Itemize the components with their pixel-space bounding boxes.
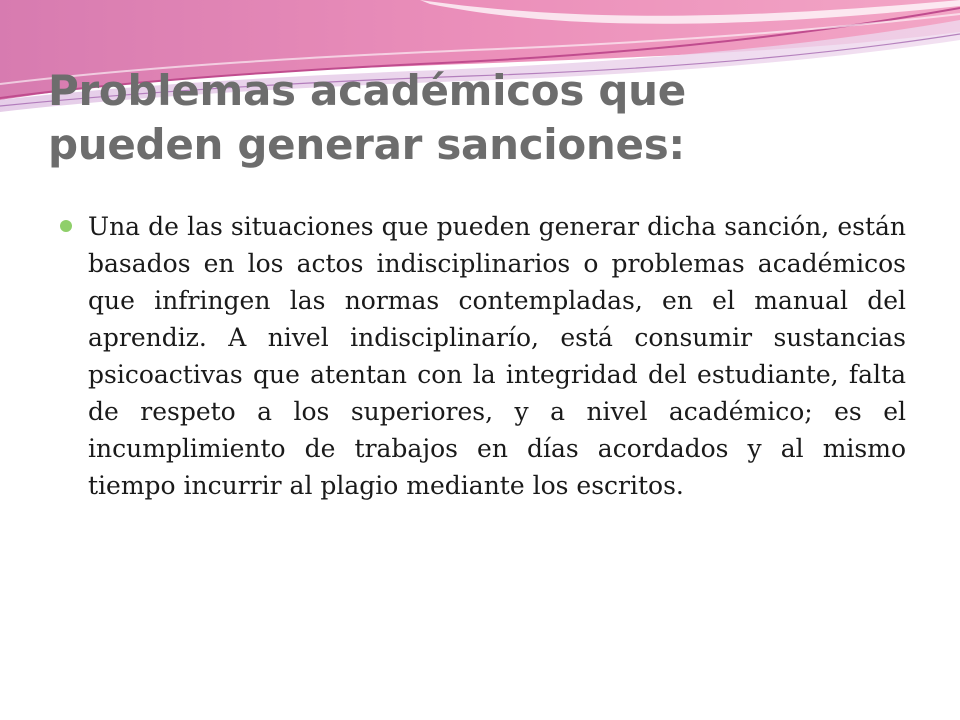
bullet-item	[58, 208, 906, 504]
title-line-2: pueden generar sanciones:	[48, 120, 685, 169]
bullet-text: Una de las situaciones que pueden generar dicha sanción, están basados en los actos indisciplinarios o problemas académicos que infringen las normas contempladas, en el manual del aprendiz. A nivel indisciplinarío, está consumir sustancias psicoactivas que atentan con la integridad del estudiante, falta de respeto a los superiores, y a nivel académico; es el incumplimiento de trabajos en días acordados y al mismo tiempo incurrir al plagio mediante los escritos.	[88, 212, 906, 500]
bullet-dot-icon	[60, 220, 72, 232]
slide-title	[48, 64, 908, 172]
slide-content	[58, 208, 906, 504]
title-line-1: Problemas académicos que	[48, 66, 686, 115]
